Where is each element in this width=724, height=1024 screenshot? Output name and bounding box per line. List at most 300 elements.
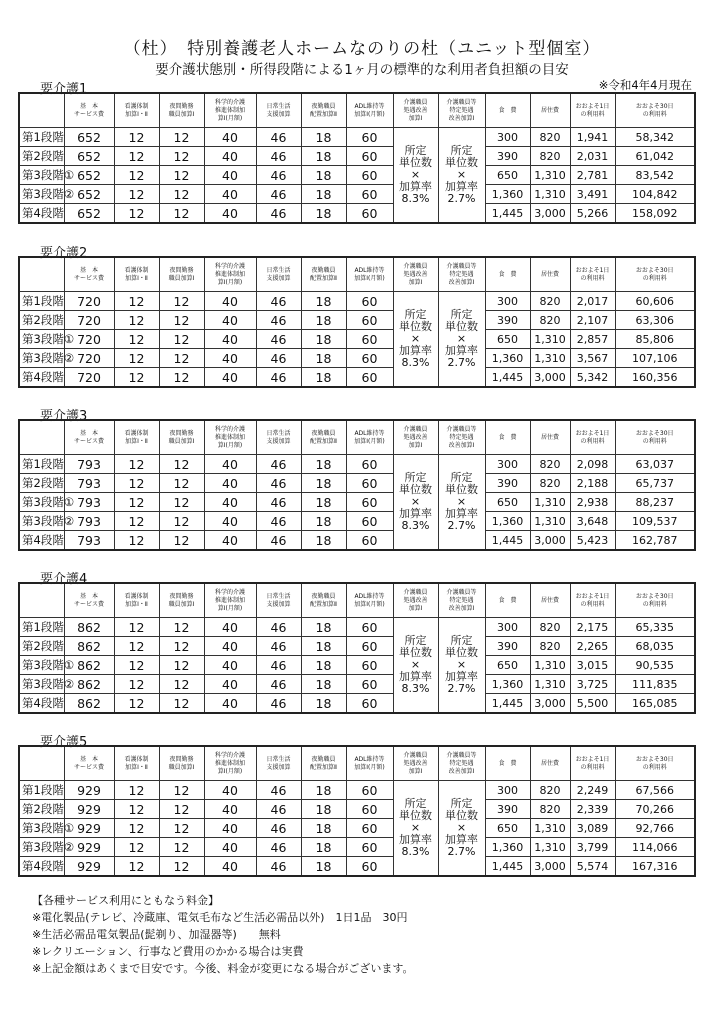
table-cell: 1,310: [530, 675, 570, 694]
table-cell: 820: [530, 618, 570, 637]
column-header: 日常生活 支援加算: [256, 257, 301, 292]
table-cell: 1,310: [530, 166, 570, 185]
table-cell: 1,445: [485, 204, 530, 224]
column-header: 科学的介護 推進体制加 算Ⅰ(月額): [204, 93, 256, 128]
table-cell: 67,566: [615, 781, 695, 800]
column-header: 介護職員 処遇改善 加算Ⅰ: [393, 420, 438, 455]
table-cell: 650: [485, 493, 530, 512]
table-cell: 12: [114, 618, 159, 637]
table-cell: 104,842: [615, 185, 695, 204]
table-cell: 12: [114, 694, 159, 714]
table-cell: 1,941: [570, 128, 615, 147]
section-title: 要介護2: [40, 246, 88, 261]
table-cell: 60: [346, 292, 393, 311]
column-header: 食 費: [485, 257, 530, 292]
table-cell: 1,360: [485, 349, 530, 368]
table-cell: 40: [204, 694, 256, 714]
column-header: 夜勤職員 配置加算Ⅱ: [301, 257, 346, 292]
improvement-rate-cell: 所定 単位数 × 加算率 8.3%: [393, 292, 438, 388]
table-cell: 46: [256, 694, 301, 714]
table-cell: 652: [64, 166, 114, 185]
table-cell: 12: [159, 618, 204, 637]
table-cell: 12: [114, 637, 159, 656]
column-header: 基 本 サービス費: [64, 746, 114, 781]
table-cell: 60: [346, 819, 393, 838]
table-cell: 90,535: [615, 656, 695, 675]
table-cell: 12: [114, 819, 159, 838]
table-cell: 18: [301, 204, 346, 224]
table-cell: 18: [301, 185, 346, 204]
improvement-rate-cell: 所定 単位数 × 加算率 8.3%: [393, 128, 438, 224]
table-row: [19, 531, 695, 551]
table-cell: 12: [159, 166, 204, 185]
table-cell: 3,015: [570, 656, 615, 675]
page-title: （杜） 特別養護老人ホームなのりの杜（ユニット型個室）: [123, 39, 601, 59]
table-cell: 1,310: [530, 838, 570, 857]
table-cell: 60: [346, 349, 393, 368]
table-cell: 390: [485, 311, 530, 330]
table-cell: 3,567: [570, 349, 615, 368]
improvement-rate-cell: 所定 単位数 × 加算率 8.3%: [393, 781, 438, 877]
table-cell: 12: [114, 474, 159, 493]
table-cell: 1,445: [485, 368, 530, 388]
table-cell: 18: [301, 531, 346, 551]
table-cell: 18: [301, 349, 346, 368]
table-cell: 46: [256, 185, 301, 204]
column-header: 介護職員 処遇改善 加算Ⅰ: [393, 746, 438, 781]
table-cell: 60: [346, 474, 393, 493]
table-cell: 111,835: [615, 675, 695, 694]
table-cell: 40: [204, 166, 256, 185]
column-header: 介護職員 処遇改善 加算Ⅰ: [393, 583, 438, 618]
table-cell: 46: [256, 204, 301, 224]
table-cell: 40: [204, 618, 256, 637]
table-cell: 12: [114, 455, 159, 474]
table-cell: 12: [114, 800, 159, 819]
column-header: 基 本 サービス費: [64, 257, 114, 292]
table-cell: 929: [64, 819, 114, 838]
column-header: 介護職員 処遇改善 加算Ⅰ: [393, 93, 438, 128]
table-cell: 114,066: [615, 838, 695, 857]
table-cell: 12: [114, 128, 159, 147]
income-level-label: 第3段階①: [19, 166, 64, 185]
table-cell: 12: [159, 474, 204, 493]
table-cell: 1,360: [485, 675, 530, 694]
table-row: [19, 147, 695, 166]
column-header: 介護職員等 特定処遇 改善加算Ⅰ: [438, 93, 485, 128]
income-level-label: 第3段階①: [19, 330, 64, 349]
table-cell: 3,000: [530, 531, 570, 551]
header-row: [19, 420, 695, 455]
table-cell: 3,799: [570, 838, 615, 857]
table-cell: 60: [346, 311, 393, 330]
table-cell: 65,335: [615, 618, 695, 637]
table-cell: 12: [159, 349, 204, 368]
table-cell: 2,781: [570, 166, 615, 185]
table-cell: 18: [301, 694, 346, 714]
table-cell: 5,423: [570, 531, 615, 551]
table-cell: 68,035: [615, 637, 695, 656]
table-cell: 5,574: [570, 857, 615, 877]
table-cell: 158,092: [615, 204, 695, 224]
table-row: [19, 474, 695, 493]
table-cell: 1,310: [530, 493, 570, 512]
table-cell: 2,188: [570, 474, 615, 493]
table-cell: 46: [256, 292, 301, 311]
notes-heading: 【各種サービス利用にともなう料金】: [32, 894, 219, 907]
table-row: [19, 204, 695, 224]
column-header: 食 費: [485, 420, 530, 455]
table-cell: 12: [114, 675, 159, 694]
fee-table: [18, 256, 696, 388]
table-cell: 46: [256, 166, 301, 185]
table-cell: 1,310: [530, 512, 570, 531]
column-header: 看護体制 加算Ⅰ・Ⅱ: [114, 746, 159, 781]
table-cell: 46: [256, 857, 301, 877]
improvement-rate-cell: 所定 単位数 × 加算率 8.3%: [393, 618, 438, 714]
table-cell: 109,537: [615, 512, 695, 531]
column-header: 夜勤職員 配置加算Ⅱ: [301, 746, 346, 781]
table-cell: 3,089: [570, 819, 615, 838]
table-cell: 793: [64, 531, 114, 551]
table-cell: 18: [301, 493, 346, 512]
table-cell: 46: [256, 493, 301, 512]
table-cell: 12: [114, 368, 159, 388]
table-cell: 1,310: [530, 656, 570, 675]
table-cell: 12: [159, 857, 204, 877]
table-cell: 793: [64, 474, 114, 493]
table-cell: 862: [64, 637, 114, 656]
table-cell: 40: [204, 800, 256, 819]
table-cell: 46: [256, 531, 301, 551]
table-cell: 12: [114, 330, 159, 349]
table-cell: 12: [159, 330, 204, 349]
table-cell: 60: [346, 838, 393, 857]
table-cell: 60: [346, 618, 393, 637]
table-cell: 60: [346, 675, 393, 694]
table-cell: 40: [204, 819, 256, 838]
column-header: おおよそ30日 の利用料: [615, 583, 695, 618]
table-cell: 40: [204, 330, 256, 349]
table-cell: 40: [204, 368, 256, 388]
table-cell: 1,445: [485, 531, 530, 551]
column-header: 看護体制 加算Ⅰ・Ⅱ: [114, 257, 159, 292]
table-cell: 820: [530, 800, 570, 819]
table-cell: 40: [204, 147, 256, 166]
column-header: おおよそ30日 の利用料: [615, 746, 695, 781]
table-cell: 5,266: [570, 204, 615, 224]
column-header: 基 本 サービス費: [64, 583, 114, 618]
income-level-label: 第4段階: [19, 204, 64, 224]
table-cell: 862: [64, 656, 114, 675]
table-row: [19, 800, 695, 819]
table-cell: 300: [485, 292, 530, 311]
table-cell: 46: [256, 618, 301, 637]
table-cell: 40: [204, 204, 256, 224]
table-cell: 18: [301, 311, 346, 330]
column-header: 基 本 サービス費: [64, 420, 114, 455]
table-row: [19, 675, 695, 694]
notes: [32, 892, 413, 977]
table-cell: 46: [256, 800, 301, 819]
table-cell: 5,500: [570, 694, 615, 714]
table-cell: 12: [114, 781, 159, 800]
note-line: ※レクリエーション、行事など費用のかかる場合は実費: [32, 945, 304, 958]
table-cell: 2,098: [570, 455, 615, 474]
table-cell: 300: [485, 781, 530, 800]
column-header: 日常生活 支援加算: [256, 746, 301, 781]
table-cell: 2,339: [570, 800, 615, 819]
as-of-date: ※令和4年4月現在: [598, 78, 692, 92]
column-header: ADL維持等 加算Ⅰ(月額): [346, 257, 393, 292]
table-cell: 12: [114, 185, 159, 204]
column-header: 食 費: [485, 93, 530, 128]
table-cell: 18: [301, 618, 346, 637]
table-cell: 88,237: [615, 493, 695, 512]
table-cell: 652: [64, 147, 114, 166]
table-cell: 18: [301, 675, 346, 694]
table-cell: 18: [301, 857, 346, 877]
table-cell: 18: [301, 800, 346, 819]
table-cell: 46: [256, 781, 301, 800]
table-cell: 40: [204, 493, 256, 512]
table-cell: 46: [256, 474, 301, 493]
table-cell: 1,310: [530, 185, 570, 204]
note-line: ※電化製品(テレビ、冷蔵庫、電気毛布など生活必需品以外) 1日1品 30円: [32, 911, 408, 924]
table-cell: 12: [159, 694, 204, 714]
table-cell: 3,000: [530, 368, 570, 388]
table-cell: 3,648: [570, 512, 615, 531]
table-cell: 12: [159, 781, 204, 800]
table-cell: 12: [159, 675, 204, 694]
table-cell: 18: [301, 781, 346, 800]
column-header: 居住費: [530, 746, 570, 781]
header-row: [19, 583, 695, 618]
table-cell: 83,542: [615, 166, 695, 185]
column-header: おおよそ30日 の利用料: [615, 93, 695, 128]
header-row: [19, 93, 695, 128]
table-cell: 12: [159, 204, 204, 224]
table-cell: 12: [114, 349, 159, 368]
table-cell: 60: [346, 656, 393, 675]
income-level-label: 第1段階: [19, 128, 64, 147]
income-level-label: 第3段階①: [19, 656, 64, 675]
table-cell: 820: [530, 311, 570, 330]
table-cell: 650: [485, 819, 530, 838]
table-cell: 3,725: [570, 675, 615, 694]
income-level-label: 第3段階②: [19, 675, 64, 694]
table-cell: 165,085: [615, 694, 695, 714]
column-header: [19, 93, 64, 128]
table-row: [19, 493, 695, 512]
table-cell: 40: [204, 311, 256, 330]
table-cell: 40: [204, 512, 256, 531]
income-level-label: 第1段階: [19, 455, 64, 474]
table-row: [19, 166, 695, 185]
header-row: [19, 746, 695, 781]
table-cell: 18: [301, 330, 346, 349]
table-cell: 820: [530, 455, 570, 474]
table-cell: 12: [114, 292, 159, 311]
table-cell: 40: [204, 857, 256, 877]
column-header: 介護職員等 特定処遇 改善加算Ⅰ: [438, 746, 485, 781]
table-row: [19, 637, 695, 656]
table-cell: 60: [346, 512, 393, 531]
table-cell: 12: [114, 147, 159, 166]
table-cell: 2,017: [570, 292, 615, 311]
table-cell: 720: [64, 349, 114, 368]
table-cell: 720: [64, 368, 114, 388]
table-cell: 18: [301, 292, 346, 311]
table-row: [19, 781, 695, 800]
table-cell: 107,106: [615, 349, 695, 368]
table-cell: 18: [301, 166, 346, 185]
improvement-rate-cell: 所定 単位数 × 加算率 2.7%: [438, 128, 485, 224]
table-cell: 1,445: [485, 857, 530, 877]
income-level-label: 第3段階①: [19, 493, 64, 512]
table-cell: 12: [159, 311, 204, 330]
table-cell: 1,360: [485, 512, 530, 531]
improvement-rate-cell: 所定 単位数 × 加算率 8.3%: [393, 455, 438, 551]
table-cell: 1,445: [485, 694, 530, 714]
income-level-label: 第2段階: [19, 637, 64, 656]
table-cell: 60: [346, 128, 393, 147]
table-cell: 793: [64, 455, 114, 474]
column-header: 介護職員等 特定処遇 改善加算Ⅰ: [438, 257, 485, 292]
table-cell: 820: [530, 128, 570, 147]
income-level-label: 第1段階: [19, 618, 64, 637]
section-title: 要介護1: [40, 82, 88, 97]
fee-table: [18, 419, 696, 551]
table-cell: 12: [159, 493, 204, 512]
table-cell: 58,342: [615, 128, 695, 147]
table-cell: 18: [301, 474, 346, 493]
table-cell: 2,249: [570, 781, 615, 800]
table-cell: 929: [64, 800, 114, 819]
table-cell: 300: [485, 455, 530, 474]
column-header: 日常生活 支援加算: [256, 93, 301, 128]
income-level-label: 第1段階: [19, 292, 64, 311]
table-cell: 12: [114, 166, 159, 185]
column-header: おおよそ30日 の利用料: [615, 257, 695, 292]
table-cell: 12: [159, 147, 204, 166]
column-header: 科学的介護 推進体制加 算Ⅰ(月額): [204, 420, 256, 455]
table-cell: 18: [301, 147, 346, 166]
table-cell: 60: [346, 694, 393, 714]
column-header: おおよそ1日 の利用料: [570, 420, 615, 455]
table-cell: 12: [114, 656, 159, 675]
table-cell: 63,306: [615, 311, 695, 330]
table-cell: 12: [159, 800, 204, 819]
table-cell: 12: [159, 819, 204, 838]
table-cell: 2,857: [570, 330, 615, 349]
column-header: 科学的介護 推進体制加 算Ⅰ(月額): [204, 746, 256, 781]
table-cell: 18: [301, 838, 346, 857]
income-level-label: 第3段階②: [19, 838, 64, 857]
table-cell: 40: [204, 838, 256, 857]
table-cell: 820: [530, 474, 570, 493]
table-cell: 2,265: [570, 637, 615, 656]
table-cell: 1,310: [530, 349, 570, 368]
column-header: 科学的介護 推進体制加 算Ⅰ(月額): [204, 257, 256, 292]
table-row: [19, 455, 695, 474]
table-cell: 162,787: [615, 531, 695, 551]
column-header: おおよそ30日 の利用料: [615, 420, 695, 455]
table-cell: 60: [346, 368, 393, 388]
table-cell: 60: [346, 166, 393, 185]
column-header: 居住費: [530, 93, 570, 128]
table-cell: 2,938: [570, 493, 615, 512]
table-cell: 167,316: [615, 857, 695, 877]
column-header: 夜勤職員 配置加算Ⅱ: [301, 583, 346, 618]
table-cell: 390: [485, 474, 530, 493]
table-cell: 650: [485, 166, 530, 185]
column-header: 夜間勤務 職員加算Ⅰ: [159, 420, 204, 455]
table-cell: 12: [159, 637, 204, 656]
column-header: 介護職員等 特定処遇 改善加算Ⅰ: [438, 420, 485, 455]
table-cell: 862: [64, 675, 114, 694]
table-cell: 300: [485, 618, 530, 637]
column-header: 夜勤職員 配置加算Ⅱ: [301, 93, 346, 128]
column-header: 介護職員等 特定処遇 改善加算Ⅰ: [438, 583, 485, 618]
table-cell: 18: [301, 368, 346, 388]
table-cell: 652: [64, 128, 114, 147]
table-row: [19, 857, 695, 877]
column-header: おおよそ1日 の利用料: [570, 583, 615, 618]
column-header: 夜間勤務 職員加算Ⅰ: [159, 257, 204, 292]
table-cell: 3,000: [530, 857, 570, 877]
improvement-rate-cell: 所定 単位数 × 加算率 2.7%: [438, 781, 485, 877]
table-cell: 12: [114, 838, 159, 857]
table-row: [19, 128, 695, 147]
table-cell: 5,342: [570, 368, 615, 388]
table-cell: 46: [256, 455, 301, 474]
table-cell: 85,806: [615, 330, 695, 349]
income-level-label: 第2段階: [19, 147, 64, 166]
table-cell: 40: [204, 656, 256, 675]
income-level-label: 第2段階: [19, 311, 64, 330]
table-cell: 12: [114, 531, 159, 551]
table-cell: 46: [256, 349, 301, 368]
table-cell: 60: [346, 781, 393, 800]
table-cell: 40: [204, 637, 256, 656]
income-level-label: 第4段階: [19, 857, 64, 877]
table-cell: 820: [530, 637, 570, 656]
table-cell: 60: [346, 800, 393, 819]
header-row: [19, 257, 695, 292]
table-row: [19, 349, 695, 368]
table-cell: 60: [346, 330, 393, 349]
column-header: おおよそ1日 の利用料: [570, 93, 615, 128]
table-cell: 793: [64, 512, 114, 531]
column-header: 居住費: [530, 420, 570, 455]
table-cell: 12: [114, 512, 159, 531]
income-level-label: 第2段階: [19, 474, 64, 493]
table-row: [19, 512, 695, 531]
table-row: [19, 838, 695, 857]
table-cell: 60: [346, 531, 393, 551]
table-cell: 3,491: [570, 185, 615, 204]
table-cell: 12: [159, 128, 204, 147]
table-cell: 820: [530, 292, 570, 311]
column-header: 日常生活 支援加算: [256, 420, 301, 455]
improvement-rate-cell: 所定 単位数 × 加算率 2.7%: [438, 292, 485, 388]
improvement-rate-cell: 所定 単位数 × 加算率 2.7%: [438, 618, 485, 714]
table-cell: 60: [346, 455, 393, 474]
income-level-label: 第1段階: [19, 781, 64, 800]
table-cell: 652: [64, 204, 114, 224]
table-cell: 46: [256, 311, 301, 330]
